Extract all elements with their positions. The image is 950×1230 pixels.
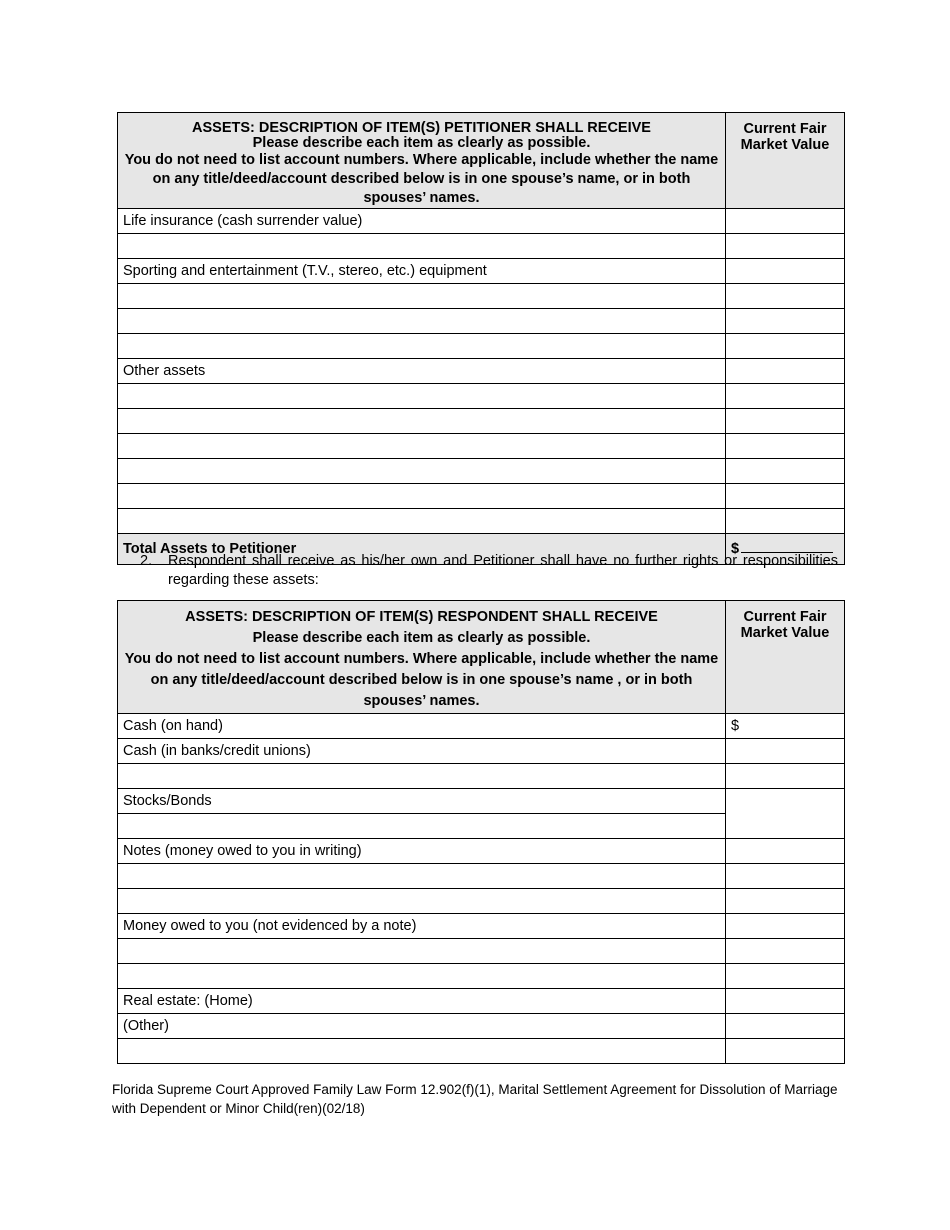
paragraph-number: 2. (140, 553, 153, 569)
item-description[interactable] (118, 284, 726, 309)
total-label: Total Assets to Petitioner (118, 534, 726, 565)
header-instructions: You do not need to list account numbers. Where applicable, include whether the name on any title/deed/account described below is in one spouse’s name, or in both spouses’ names. (124, 152, 719, 206)
item-value[interactable] (726, 989, 845, 1014)
header-title: ASSETS: DESCRIPTION OF ITEM(S) RESPONDENT SHALL RECEIVE (185, 609, 658, 625)
item-description[interactable] (118, 964, 726, 989)
item-description[interactable] (118, 434, 726, 459)
header-instructions: You do not need to list account numbers. Where applicable, include whether the name on any title/deed/account described below is in one spouse’s name , or in both spouses’ names. (124, 651, 719, 709)
item-description[interactable] (118, 459, 726, 484)
item-description[interactable] (118, 864, 726, 889)
item-description[interactable]: Stocks/Bonds (118, 789, 726, 814)
item-value[interactable] (726, 739, 845, 764)
item-description[interactable] (118, 764, 726, 789)
item-value[interactable] (726, 509, 845, 534)
item-description[interactable]: Cash (on hand) (118, 714, 726, 739)
respondent-paragraph (140, 552, 838, 590)
table-row (118, 939, 845, 964)
item-value[interactable] (726, 234, 845, 259)
item-description[interactable] (118, 334, 726, 359)
table-row (118, 309, 845, 334)
respondent-assets-table (117, 600, 845, 1064)
form-footer: Florida Supreme Court Approved Family Law Form 12.902(f)(1), Marital Settlement Agreement for Dissolution of Marriage with Dependent or Minor Child(ren)(02/18) (112, 1082, 838, 1116)
table-row (118, 764, 845, 789)
table-row (118, 209, 845, 234)
table-row (118, 839, 845, 864)
item-value[interactable] (726, 764, 845, 789)
item-description[interactable] (118, 509, 726, 534)
table-row (118, 484, 845, 509)
header-subtitle: Please describe each item as clearly as possible. (252, 135, 591, 151)
currency-symbol: $ (731, 541, 740, 557)
table-row (118, 334, 845, 359)
table-row (118, 739, 845, 764)
item-value[interactable] (726, 864, 845, 889)
table-header-row (118, 601, 845, 714)
petitioner-assets-table (117, 112, 845, 565)
item-value[interactable] (726, 889, 845, 914)
item-description[interactable]: (Other) (118, 1014, 726, 1039)
item-value[interactable]: $ (726, 714, 845, 739)
item-value[interactable] (726, 1039, 845, 1064)
item-value[interactable] (726, 789, 845, 839)
item-description[interactable] (118, 1039, 726, 1064)
header-subtitle: Please describe each item as clearly as possible. (252, 630, 591, 646)
table-row (118, 434, 845, 459)
item-value[interactable] (726, 939, 845, 964)
description-header (118, 113, 726, 209)
table-row (118, 714, 845, 739)
item-description[interactable] (118, 814, 726, 839)
item-value[interactable] (726, 259, 845, 284)
item-description[interactable]: Real estate: (Home) (118, 989, 726, 1014)
item-value[interactable] (726, 334, 845, 359)
table-row (118, 284, 845, 309)
item-description[interactable] (118, 939, 726, 964)
item-value[interactable] (726, 409, 845, 434)
item-description[interactable] (118, 409, 726, 434)
table-row (118, 459, 845, 484)
table-row (118, 1039, 845, 1064)
table-row (118, 964, 845, 989)
item-description[interactable] (118, 889, 726, 914)
item-value[interactable] (726, 359, 845, 384)
item-value[interactable] (726, 434, 845, 459)
table-row (118, 1014, 845, 1039)
table-row (118, 889, 845, 914)
table-row (118, 914, 845, 939)
item-description[interactable]: Notes (money owed to you in writing) (118, 839, 726, 864)
item-value[interactable] (726, 839, 845, 864)
item-description[interactable] (118, 484, 726, 509)
table-row (118, 509, 845, 534)
header-title: ASSETS: DESCRIPTION OF ITEM(S) PETITIONER SHALL RECEIVE (192, 120, 651, 136)
table-row (118, 789, 845, 814)
item-value[interactable] (726, 384, 845, 409)
item-description[interactable] (118, 309, 726, 334)
table-row (118, 384, 845, 409)
paragraph-text: Respondent shall receive as his/her own and Petitioner shall have no further rights or responsibilities regarding these assets: (168, 553, 838, 588)
item-value[interactable] (726, 459, 845, 484)
item-description[interactable]: Cash (in banks/credit unions) (118, 739, 726, 764)
item-value[interactable] (726, 309, 845, 334)
table-row (118, 409, 845, 434)
item-description[interactable]: Money owed to you (not evidenced by a note) (118, 914, 726, 939)
table-row (118, 989, 845, 1014)
item-value[interactable] (726, 914, 845, 939)
item-value[interactable] (726, 484, 845, 509)
item-description[interactable] (118, 234, 726, 259)
table-row (118, 259, 845, 284)
value-header: Current Fair Market Value (726, 601, 845, 714)
table-row (118, 359, 845, 384)
item-value[interactable] (726, 964, 845, 989)
item-description[interactable]: Other assets (118, 359, 726, 384)
table-row (118, 234, 845, 259)
item-description[interactable]: Life insurance (cash surrender value) (118, 209, 726, 234)
item-value[interactable] (726, 1014, 845, 1039)
item-description[interactable]: Sporting and entertainment (T.V., stereo, etc.) equipment (118, 259, 726, 284)
value-header: Current Fair Market Value (726, 113, 845, 209)
description-header (118, 601, 726, 714)
item-value[interactable] (726, 209, 845, 234)
item-description[interactable] (118, 384, 726, 409)
item-value[interactable] (726, 284, 845, 309)
table-row (118, 864, 845, 889)
table-header-row (118, 113, 845, 209)
